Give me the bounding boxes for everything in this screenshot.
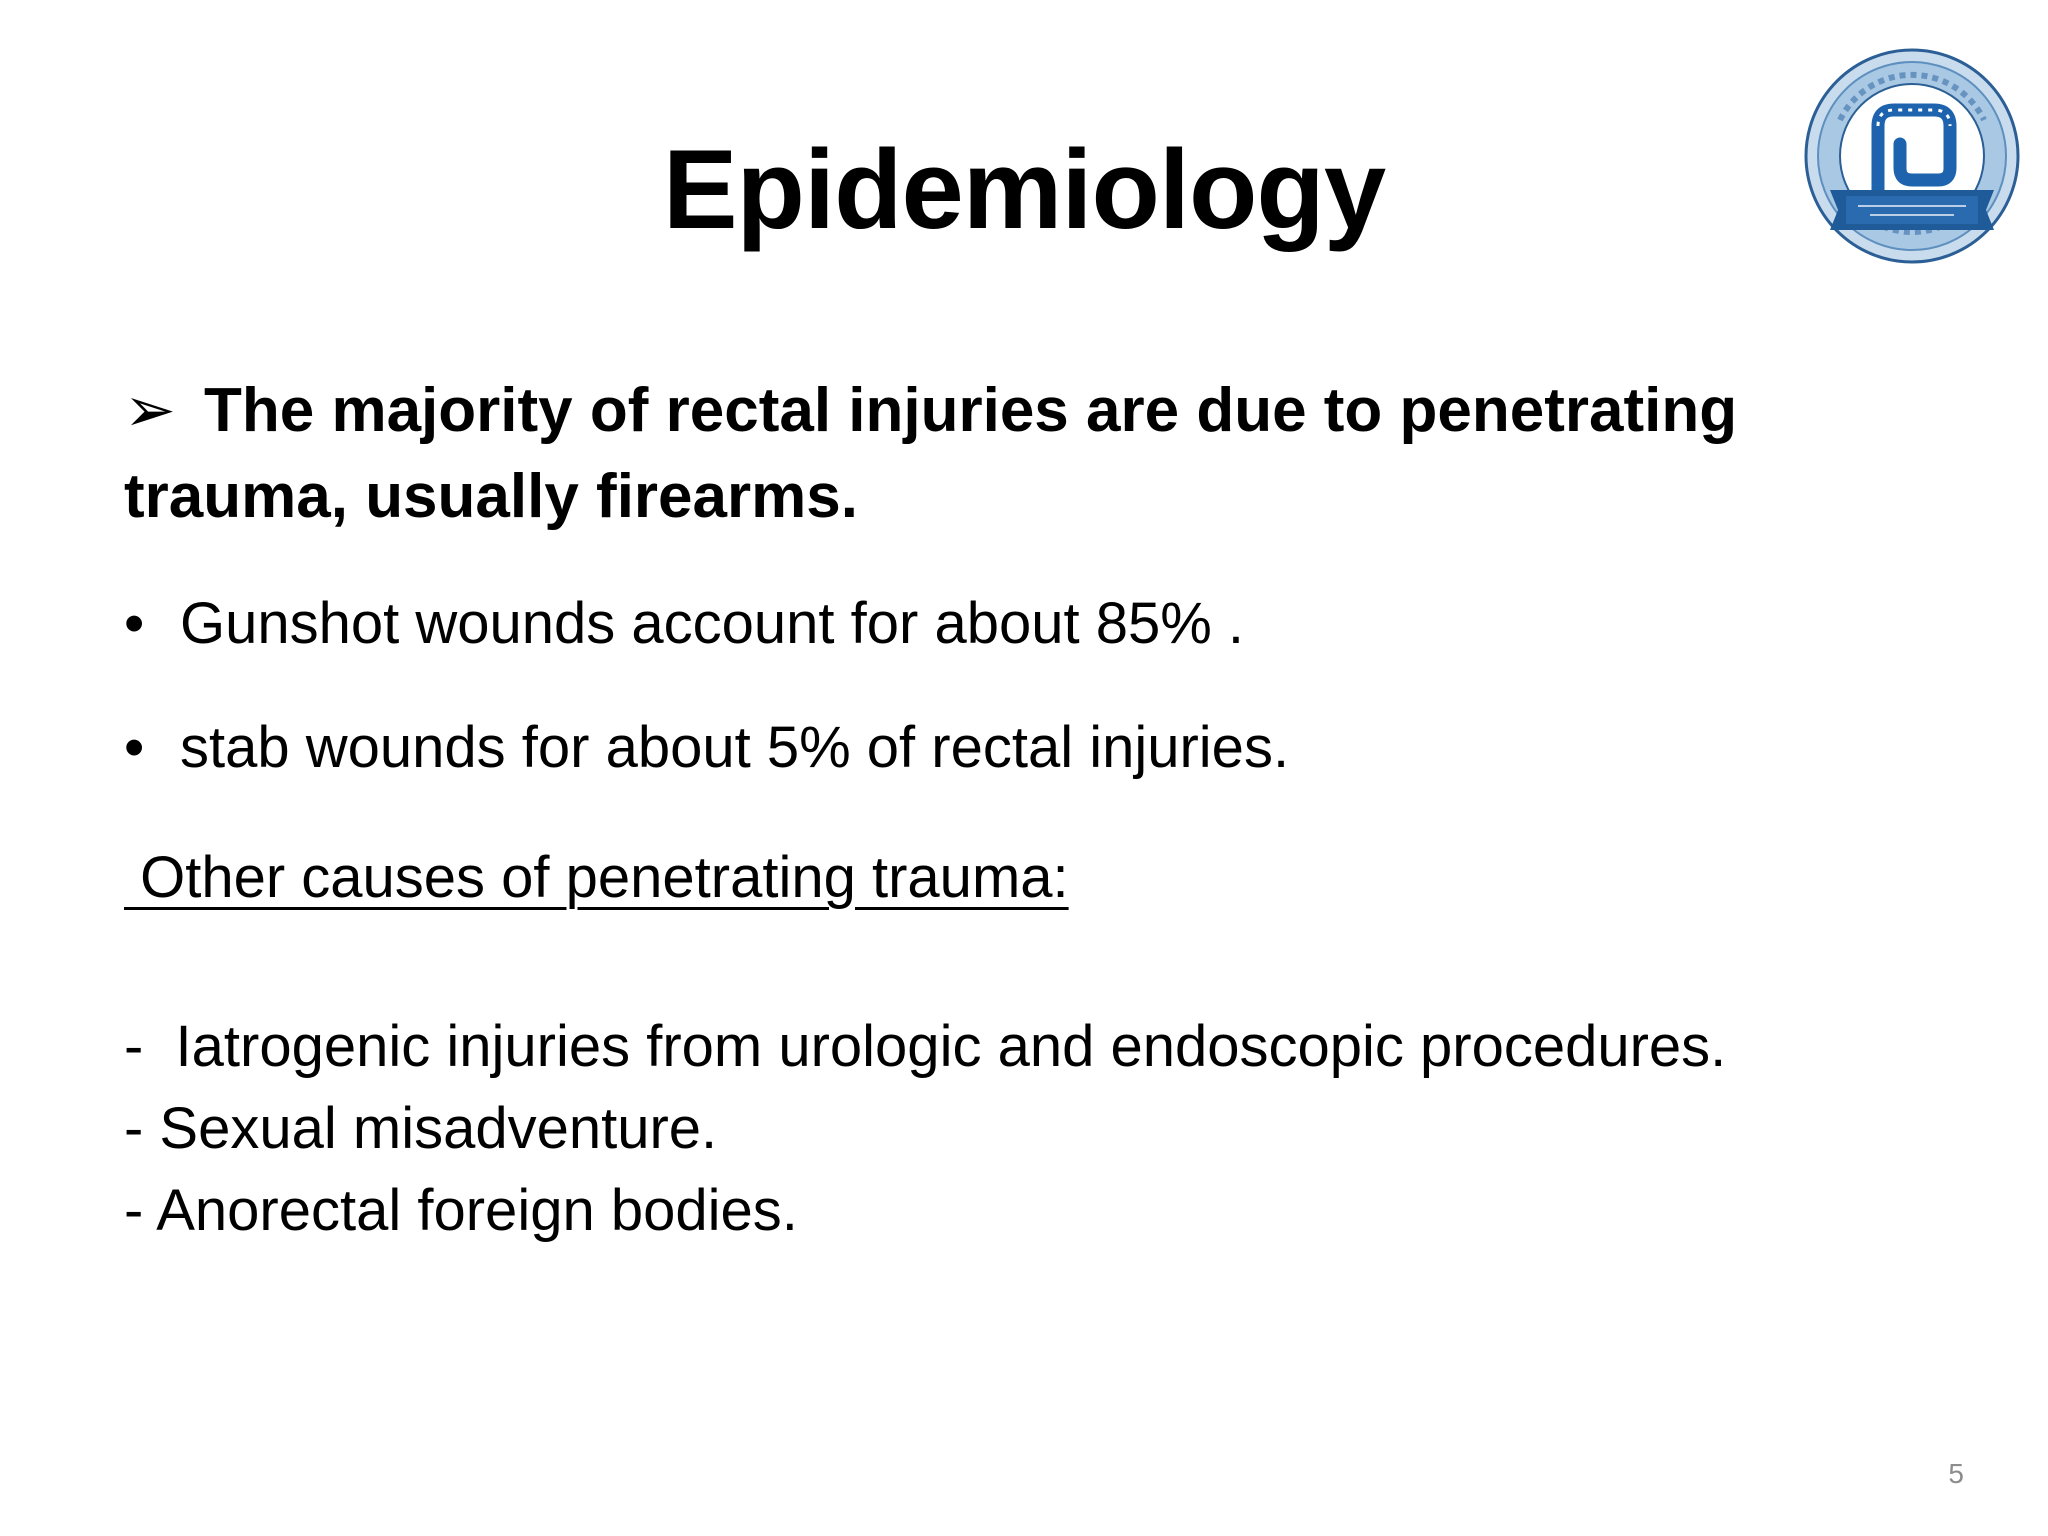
arrow-bullet-icon: ➢ [124, 376, 176, 445]
list-item: - Iatrogenic injuries from urologic and endoscopic procedures. [124, 1014, 1727, 1079]
statistics-list [124, 586, 1844, 834]
list-item-text: Gunshot wounds account for about 85% . [180, 591, 1245, 656]
page-number: 5 [1948, 1458, 1964, 1489]
bullet-dot-icon: • [124, 715, 145, 780]
other-causes-list [124, 1006, 1884, 1252]
lead-statement-text: The majority of rectal injuries are due to penetrating trauma, usually firearms. [124, 376, 1738, 531]
list-item: - Sexual misadventure. [124, 1096, 718, 1161]
bullet-dot-icon: • [124, 591, 145, 656]
other-causes-heading: Other causes of penetrating trauma: [124, 845, 1069, 910]
list-item [124, 586, 1844, 662]
list-item [124, 710, 1844, 786]
organization-logo-icon [1800, 40, 2024, 280]
lead-statement [124, 368, 1844, 540]
slide-title: Epidemiology [662, 127, 1386, 252]
list-item: - Anorectal foreign bodies. [124, 1178, 798, 1243]
list-item-text: stab wounds for about 5% of rectal injuries. [180, 715, 1290, 780]
